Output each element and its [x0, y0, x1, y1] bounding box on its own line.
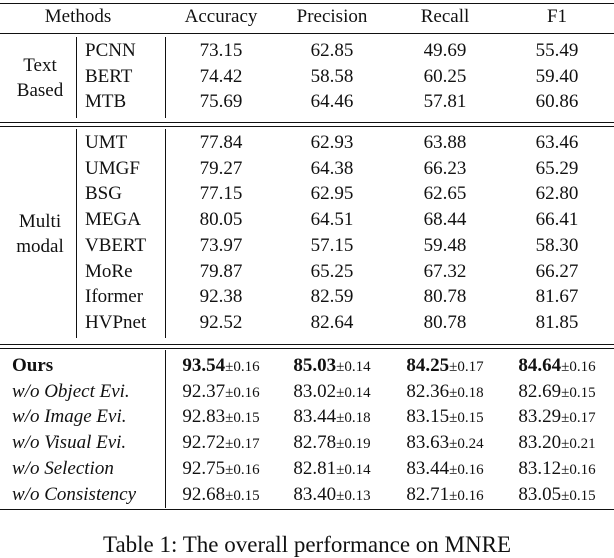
metric-value — [293, 406, 370, 429]
header-precision: Precision — [296, 6, 368, 27]
metric-value — [518, 355, 595, 378]
method-name: VBERT — [85, 234, 147, 256]
metric-value: 81.67 — [535, 286, 579, 308]
metric-mean: 92.75 — [182, 457, 226, 479]
metric-value: 73.97 — [199, 234, 243, 256]
metric-value — [406, 406, 483, 429]
metric-value: 79.27 — [199, 157, 243, 179]
metric-value: 64.46 — [310, 91, 354, 113]
metric-mean: 83.12 — [518, 457, 562, 479]
metric-value — [518, 381, 595, 404]
metric-value: 64.38 — [310, 157, 354, 179]
metric-mean: 82.69 — [518, 380, 562, 402]
top-rule — [0, 3, 614, 4]
metric-value: 62.65 — [423, 183, 467, 205]
metric-value: 80.05 — [199, 209, 243, 231]
metric-value: 77.84 — [199, 132, 243, 153]
metric-value — [406, 458, 483, 481]
metric-mean: 83.15 — [406, 406, 450, 428]
metric-std: ±0.18 — [336, 410, 371, 427]
metric-value: 75.69 — [199, 91, 243, 113]
metric-value: 58.58 — [310, 65, 354, 87]
metric-mean: 84.25 — [406, 355, 450, 376]
metric-value — [293, 432, 370, 455]
metric-mean: 82.36 — [406, 380, 450, 402]
metric-value — [182, 381, 259, 404]
metric-mean: 83.29 — [518, 406, 562, 428]
group-label-line: modal — [16, 235, 64, 257]
group-rule-a — [0, 122, 614, 123]
metric-mean: 83.05 — [518, 483, 562, 505]
metric-std: ±0.16 — [225, 461, 260, 478]
metric-std: ±0.14 — [336, 359, 371, 375]
method-name: MEGA — [85, 209, 141, 231]
method-name: w/o Selection — [12, 457, 114, 479]
metric-value: 66.27 — [535, 260, 579, 282]
metric-value: 73.15 — [199, 40, 243, 61]
metric-value: 82.64 — [310, 311, 354, 333]
method-name: w/o Visual Evi. — [12, 432, 127, 454]
method-name: w/o Image Evi. — [12, 406, 127, 428]
group-divider — [76, 129, 77, 338]
metric-mean: 82.71 — [406, 483, 450, 505]
metric-value — [518, 432, 595, 455]
metric-value — [518, 484, 595, 507]
metric-std: ±0.15 — [225, 487, 260, 504]
metric-mean: 92.83 — [182, 406, 226, 428]
metric-mean: 85.03 — [293, 355, 337, 376]
metric-value: 55.49 — [535, 40, 579, 61]
metric-value: 62.93 — [310, 132, 354, 153]
method-name: UMGF — [85, 157, 140, 179]
metric-value — [406, 484, 483, 507]
metric-value: 64.51 — [310, 209, 354, 231]
metric-value: 49.69 — [423, 40, 467, 61]
method-name: BERT — [85, 65, 133, 87]
header-rule — [0, 33, 614, 34]
metric-value — [406, 432, 483, 455]
ours-rule-b — [0, 348, 614, 349]
metric-std: ±0.16 — [561, 461, 596, 478]
metric-value — [293, 458, 370, 481]
metric-value: 92.52 — [199, 311, 243, 333]
metric-value: 66.23 — [423, 157, 467, 179]
group-label-line: Multi — [18, 210, 62, 232]
metric-mean: 83.20 — [518, 432, 562, 454]
metric-value — [518, 406, 595, 429]
metric-value: 80.78 — [423, 286, 467, 308]
group-label — [16, 209, 64, 259]
metric-value: 62.80 — [535, 183, 579, 205]
metric-value: 57.15 — [310, 234, 354, 256]
method-name: Ours — [12, 355, 54, 376]
metric-mean: 83.44 — [406, 457, 450, 479]
metric-value: 63.46 — [535, 132, 579, 153]
metric-mean: 83.40 — [293, 483, 337, 505]
metric-std: ±0.18 — [449, 384, 484, 401]
method-name: MoRe — [85, 260, 133, 282]
metric-value: 74.42 — [199, 65, 243, 87]
metric-value: 60.86 — [535, 91, 579, 113]
method-divider — [165, 37, 166, 118]
metric-value: 62.95 — [310, 183, 354, 205]
group-label-line: Text — [23, 54, 57, 76]
metric-value — [406, 355, 483, 378]
method-name: UMT — [85, 132, 128, 153]
metric-value — [293, 484, 370, 507]
metric-std: ±0.14 — [336, 384, 371, 401]
metric-value: 60.25 — [423, 65, 467, 87]
ours-rule-a — [0, 344, 614, 345]
metric-value: 65.25 — [310, 260, 354, 282]
metric-std: ±0.24 — [449, 436, 484, 453]
metric-value: 59.40 — [535, 65, 579, 87]
metric-std: ±0.15 — [561, 384, 596, 401]
ours-method-divider — [165, 350, 166, 508]
method-name: BSG — [85, 183, 122, 205]
metric-std: ±0.17 — [225, 436, 260, 453]
metric-value — [182, 484, 259, 507]
metric-value: 80.78 — [423, 311, 467, 333]
bottom-rule — [0, 509, 614, 510]
metric-value: 82.59 — [310, 286, 354, 308]
metric-value — [406, 381, 483, 404]
metric-mean: 93.54 — [182, 355, 226, 376]
method-name: PCNN — [85, 40, 136, 61]
metric-value — [293, 355, 370, 378]
metric-mean: 82.81 — [293, 457, 337, 479]
metric-value: 92.38 — [199, 286, 243, 308]
metric-value: 62.85 — [310, 40, 354, 61]
metric-value — [182, 355, 259, 378]
metric-value — [518, 458, 595, 481]
metric-std: ±0.16 — [561, 359, 596, 375]
metric-value: 79.87 — [199, 260, 243, 282]
group-label-line: Based — [16, 79, 64, 101]
metric-std: ±0.15 — [561, 487, 596, 504]
metric-value — [182, 406, 259, 429]
metric-mean: 82.78 — [293, 432, 337, 454]
metric-value: 81.85 — [535, 311, 579, 333]
metric-std: ±0.15 — [449, 410, 484, 427]
group-rule-b — [0, 126, 614, 127]
metric-value — [182, 432, 259, 455]
metric-value — [293, 381, 370, 404]
metric-value: 65.29 — [535, 157, 579, 179]
metric-mean: 92.72 — [182, 432, 226, 454]
metric-std: ±0.13 — [336, 487, 371, 504]
metric-mean: 92.68 — [182, 483, 226, 505]
metric-mean: 83.44 — [293, 406, 337, 428]
metric-value: 67.32 — [423, 260, 467, 282]
group-divider — [76, 37, 77, 118]
metric-std: ±0.16 — [449, 461, 484, 478]
metric-std: ±0.19 — [336, 436, 371, 453]
metric-mean: 83.02 — [293, 380, 337, 402]
method-name: w/o Object Evi. — [12, 380, 130, 402]
metric-std: ±0.16 — [225, 384, 260, 401]
metric-value: 77.15 — [199, 183, 243, 205]
metric-value: 58.30 — [535, 234, 579, 256]
header-accuracy: Accuracy — [184, 6, 258, 27]
metric-value — [182, 458, 259, 481]
metric-std: ±0.17 — [449, 359, 484, 375]
metric-std: ±0.17 — [561, 410, 596, 427]
metric-value: 59.48 — [423, 234, 467, 256]
metric-value: 66.41 — [535, 209, 579, 231]
metric-mean: 83.63 — [406, 432, 450, 454]
metric-mean: 92.37 — [182, 380, 226, 402]
method-name: Iformer — [85, 286, 144, 308]
method-divider — [165, 129, 166, 338]
metric-std: ±0.14 — [336, 461, 371, 478]
metric-std: ±0.15 — [225, 410, 260, 427]
header-recall: Recall — [420, 6, 470, 27]
metric-value: 63.88 — [423, 132, 467, 153]
method-name: HVPnet — [85, 311, 147, 333]
table-caption: Table 1: The overall performance on MNRE — [103, 532, 511, 557]
header-f1: F1 — [546, 6, 568, 27]
header-methods: Methods — [44, 6, 112, 27]
group-label — [17, 53, 63, 103]
metric-mean: 84.64 — [518, 355, 562, 376]
method-name: w/o Consistency — [12, 483, 137, 505]
metric-std: ±0.21 — [561, 436, 596, 453]
metric-std: ±0.16 — [225, 359, 260, 375]
metric-value: 57.81 — [423, 91, 467, 113]
metric-std: ±0.16 — [449, 487, 484, 504]
method-name: MTB — [85, 91, 127, 113]
metric-value: 68.44 — [423, 209, 467, 231]
